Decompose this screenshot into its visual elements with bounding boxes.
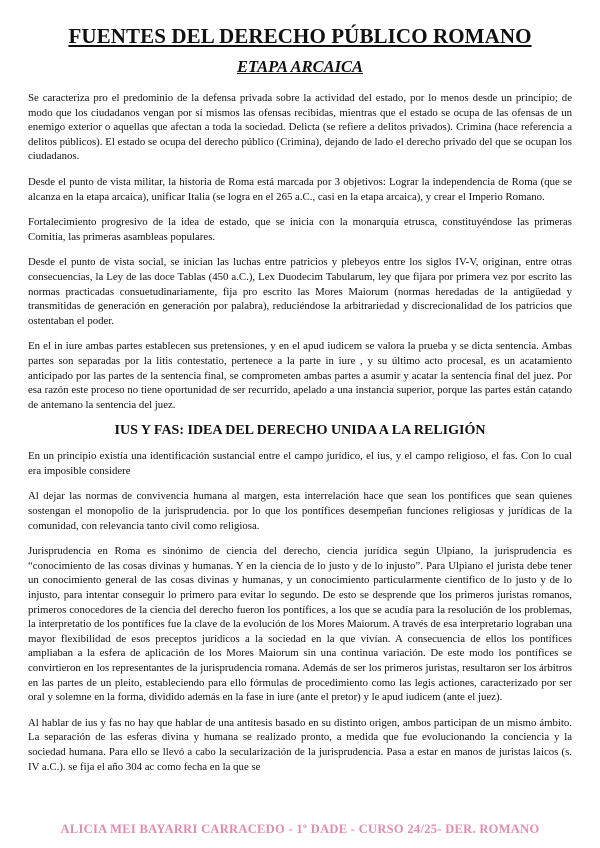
section-subtitle-etapa-arcaica: ETAPA ARCAICA [236, 57, 364, 76]
paragraph: Al dejar las normas de convivencia humana al margen, esta interrelación hace que sean los pontífices que sean quienes sostengan el monopolio de la jurisprudencia. por lo que los pontífices desempeñan funciones religiosas y jurídicas de la comunidad, con relevancia tanto civil como religiosa. [28, 490, 572, 532]
page-footer: ALICIA MEI BAYARRI CARRACEDO - 1º DADE - CURSO 24/25- DER. ROMANO [60, 822, 540, 836]
paragraph: Al hablar de ius y fas no hay que hablar de una antítesis basado en su distinto origen, ambos participan de un mismo ámbito. La separación de las esferas divina y humana se realizado pronto, a medida que fue evolucionando la conciencia y la sociedad humana. Para ello se llevó a cabo la secularización de la jurisprudencia. Pasa a estar en manos de juristas laicos (s. IV a.C.). se fija el año 304 ac como fecha en la que se [28, 716, 572, 773]
paragraph: Se caracteriza pro el predominio de la defensa privada sobre la actividad del estado, por lo menos desde un principio; de modo que los ciudadanos vengan por sí mismos las ofensas recibidas, mientras que el estado se ocupa de las ofensas de un enemigo exterior o aquellas que afectan a toda la sociedad. Delicta (se refiere a delitos privados). Crimina (hace referencia a delitos públicos). El estado se ocupa del derecho público (Crimina), dejando de lado el derecho privado del que se ocupan los ciudadanos. [28, 92, 572, 163]
document-page [28, 24, 572, 785]
paragraph: Desde el punto de vista militar, la historia de Roma está marcada por 3 objetivos: Lograr la independencia de Roma (que se alcanza en la etapa arcaica), unificar Italia (se logra en el 265 a.C., casi en la etapa arcaica), y crear el Imperio Romano. [28, 175, 572, 203]
paragraph: En un principio existía una identificación sustancial entre el campo jurídico, el ius, y el campo religioso, el fas. Con lo cual era imposible considere [28, 450, 572, 477]
section-title-ius-y-fas: IUS Y FAS: IDEA DEL DERECHO UNIDA A LA RELIGIÓN [114, 423, 486, 439]
paragraph: Desde el punto de vista social, se inician las luchas entre patricios y plebeyos entre los siglos IV-V, originan, entre otras consecuencias, la Ley de las doce Tablas (450 a.C.), Lex Duodecim Tabularum, ley que fijara por primera vez por escrito las normas practicadas consuetudinariamente, fija pro escrito las Mores Maiorum (normas heredadas de la antigüedad y transmitidas de generación en generación por palabra), reduciéndose la arbitrariedad y discrecionalidad de los patricios que ostentaban el poder. [28, 256, 572, 327]
paragraph: Fortalecimiento progresivo de la idea de estado, que se inicia con la monarquía etrusca, constituyéndose las primeras Comitia, las primeras asambleas populares. [28, 216, 572, 243]
document-title: FUENTES DEL DERECHO PÚBLICO ROMANO [68, 24, 532, 48]
paragraph: Jurisprudencia en Roma es sinónimo de ciencia del derecho, ciencia jurídica según Ulpiano, la jurisprudencia es “conocimiento de las cosas divinas y humanas. Y en la ciencia de lo justo y de lo injusto”. Para Ulpiano el jurista debe tener un conocimiento general de las cosas divinas y humanas, y un conocimiento particularmente científico de lo justo y de lo injusto, para intentar conseguir lo primero para evitar lo segundo. De esto se desprende que los primeros juristas romanos, primeros conocedores de la ciencia del derecho fueron los pontífices, a los que se acudía para la resolución de los problemas, la interpretatio de los pontífices fue la clave de la evolución de los Mores Maiorum. A través de esa interpretario lograban una mayor flexibilidad de esos preceptos jurídicos a la sociedad en la que vivían. A consecuencia de ellos los pontífices ampliaban a la esfera de aplicación de los Mores Maiorum sin una continua variación. De este modo los pontífices se convirtieron en los representantes de la jurisprudencia romana. Además de ser los primeros juristas, resultaron ser los árbitros en las partes de un pleito, estableciendo para ello fórmulas de procedimiento como las legis actiones, caracterizado por ser oral y solemne en la forma, dividido además en la fase in iure (ante el pretor) y le apud iudicem (ante el juez). [28, 545, 572, 704]
paragraph: En el in iure ambas partes establecen sus pretensiones, y en el apud iudicem se valora la prueba y se dicta sentencia. Ambas partes son separadas por la litis contestatio, pertenece a la parte in iure , y su último acto procesal, es un acatamiento anticipado por las partes de la sentencia final, se comprometen ambas partes a asumir y acatar la sentencia final del juez. Por esa razón este proceso no tiene oportunidad de ser recurrido, apelado a una instancia superior, porque las partes están catando de antemano la sentencia del juez. [28, 340, 572, 411]
